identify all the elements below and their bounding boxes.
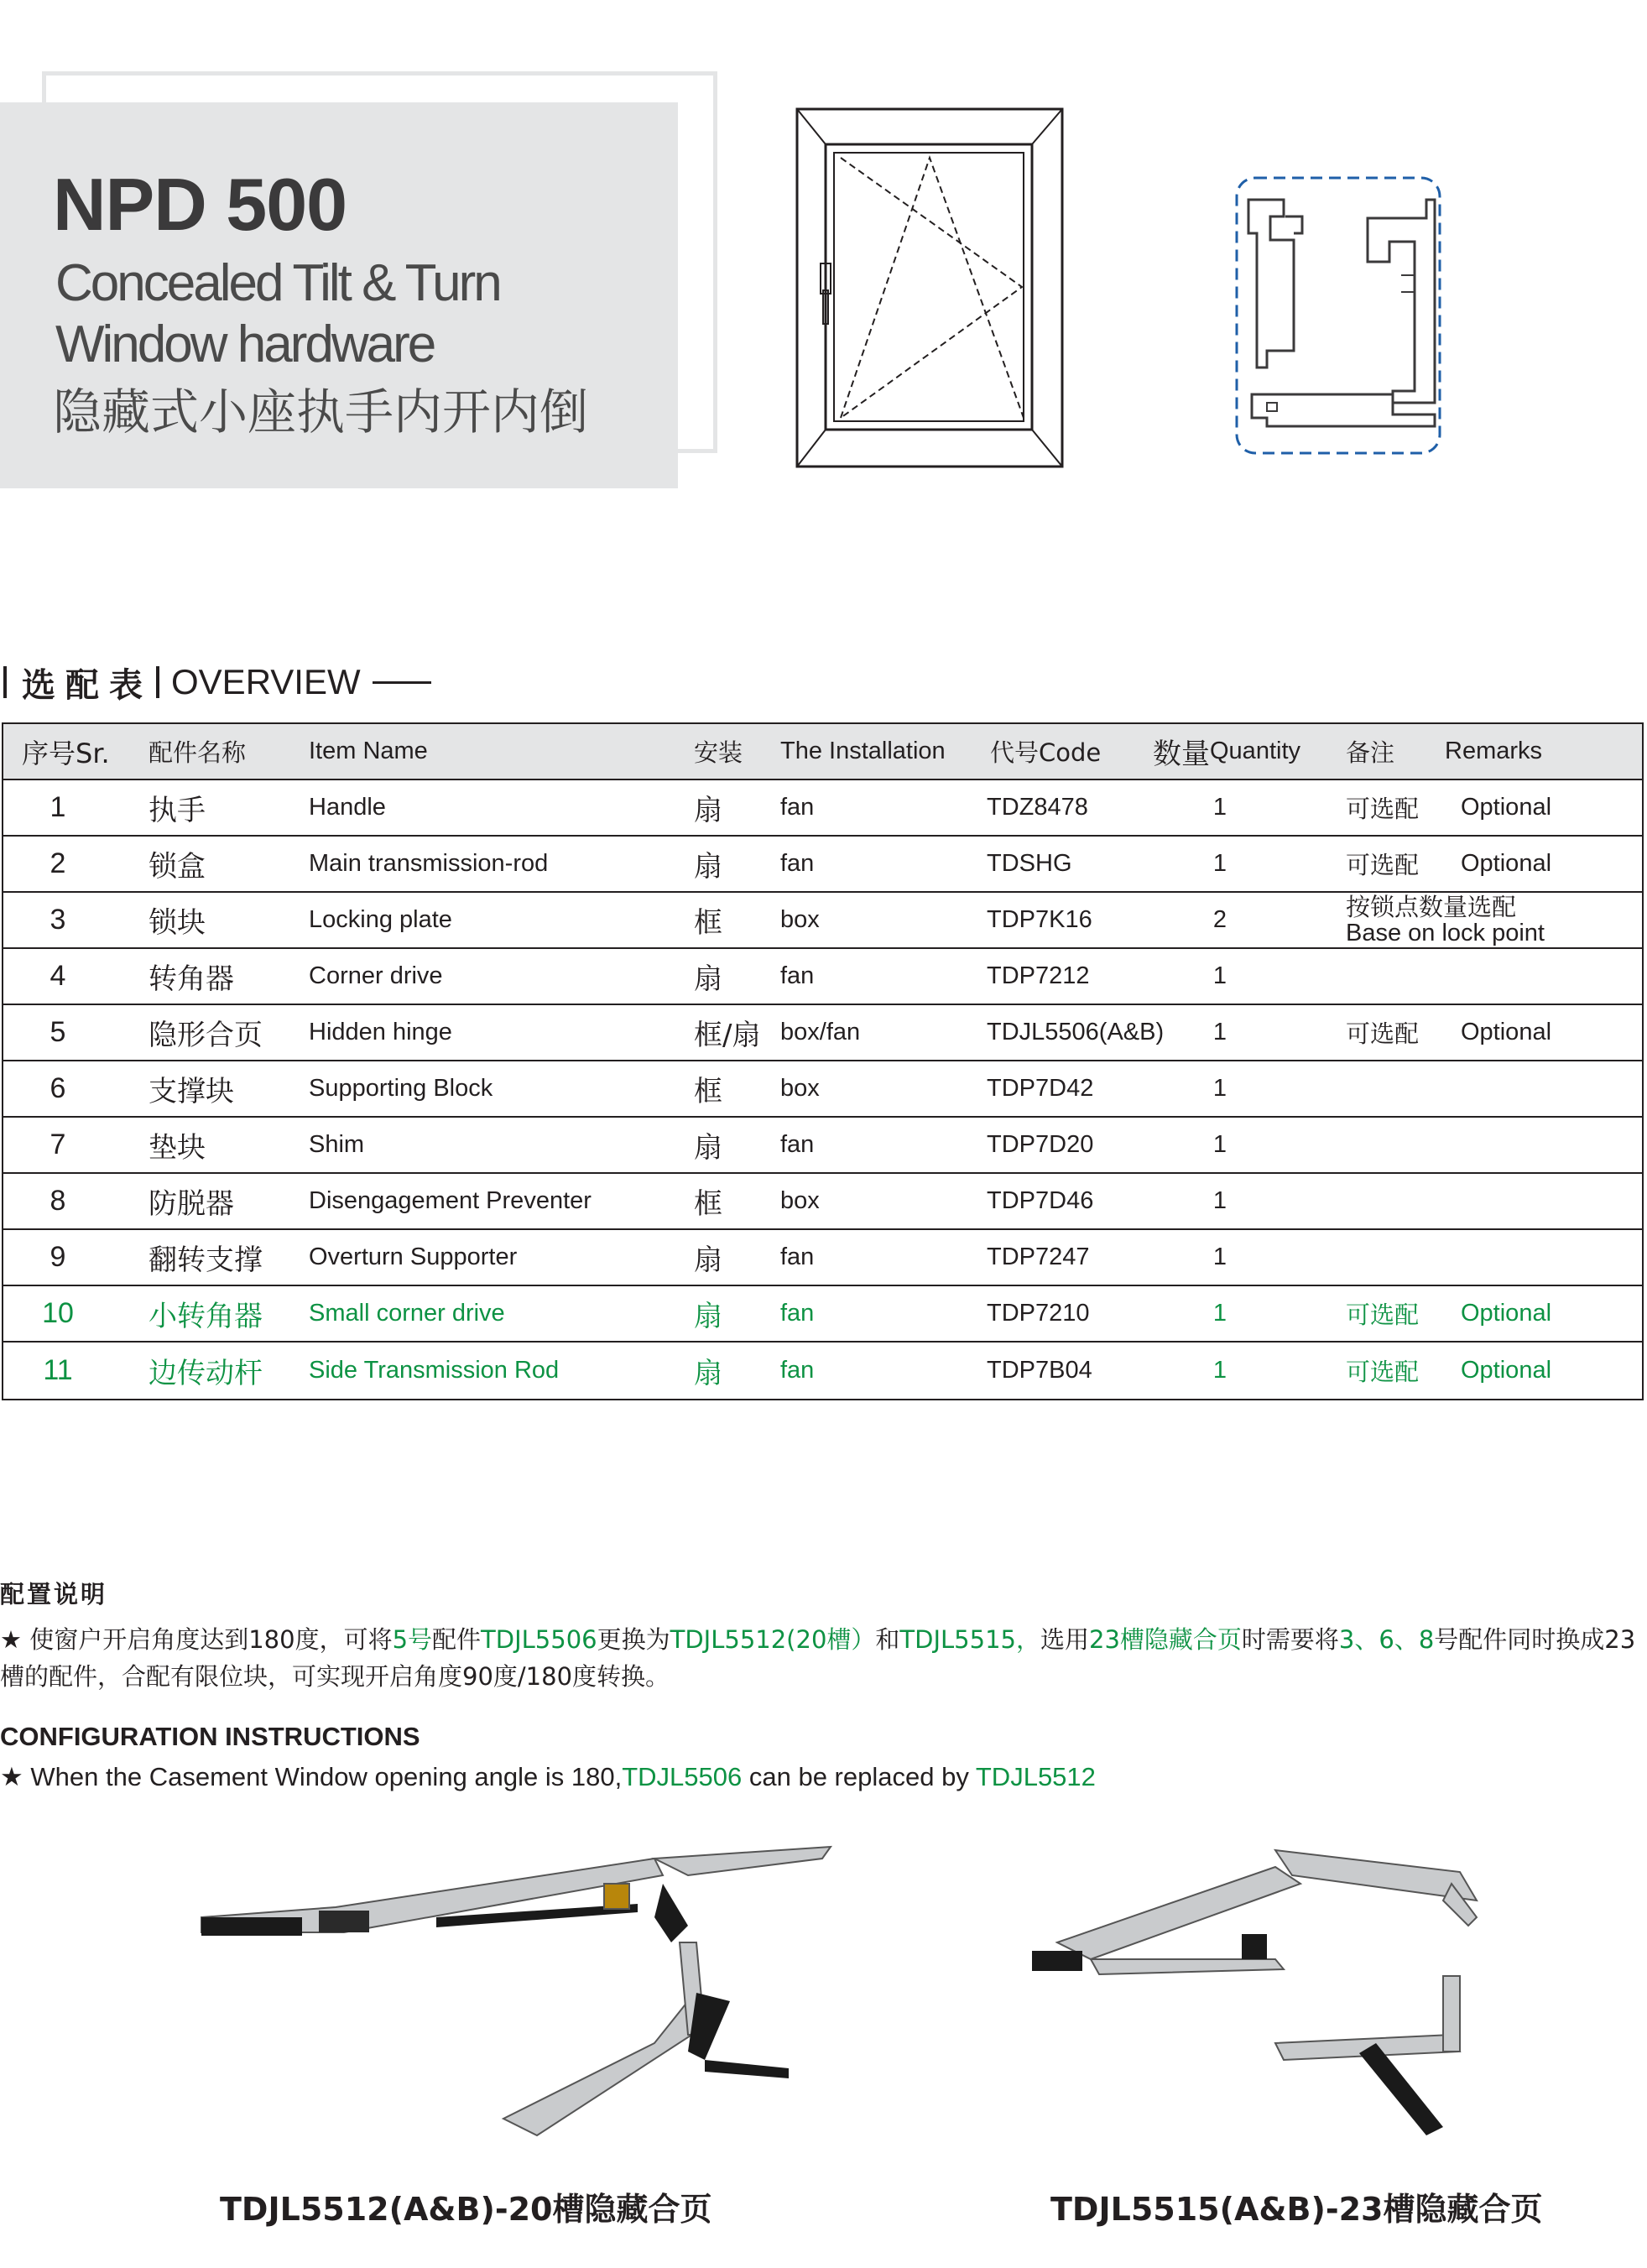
cell-install-cn: 框 <box>694 1075 722 1108</box>
cell-install-cn: 扇 <box>694 1300 722 1333</box>
table-header-row <box>3 724 1642 780</box>
cell-no: 8 <box>50 1185 66 1217</box>
cell-remark-cn: 可选配 <box>1346 1019 1420 1048</box>
cell-name-en: Handle <box>309 794 386 821</box>
cell-install-cn: 框 <box>694 906 722 940</box>
caption-tdjl5515: TDJL5515(A&B)-23槽隐藏合页 <box>1050 2191 1543 2228</box>
cell-install-en: fan <box>780 1131 815 1158</box>
cell-no: 9 <box>50 1241 66 1273</box>
cell-code: TDP7K16 <box>987 906 1092 933</box>
cell-install-en: fan <box>780 962 815 989</box>
cfg-highlight: 5号 <box>392 1625 433 1654</box>
cell-no: 5 <box>50 1016 66 1048</box>
cell-install-cn: 扇 <box>694 962 722 996</box>
cell-quantity: 1 <box>1212 1187 1227 1214</box>
cell-quantity: 1 <box>1212 1357 1227 1384</box>
cell-no: 7 <box>50 1129 66 1160</box>
cell-name-en: Supporting Block <box>309 1075 493 1102</box>
cfg-text: 配件 <box>432 1625 482 1654</box>
cell-install-cn: 扇 <box>694 1131 722 1165</box>
header-remarks-cn: 备注 <box>1346 738 1395 767</box>
cell-quantity: 1 <box>1212 850 1227 877</box>
cell-code: TDP7247 <box>987 1243 1090 1270</box>
cell-name-cn: 小转角器 <box>149 1300 263 1333</box>
cell-name-cn: 执手 <box>149 794 206 827</box>
table-row <box>3 780 1642 837</box>
table-row <box>3 949 1642 1005</box>
cell-name-cn: 防脱器 <box>149 1187 234 1221</box>
cell-code: TDP7D42 <box>987 1075 1094 1102</box>
cfg-text: 选用 <box>1040 1625 1089 1654</box>
cell-quantity: 1 <box>1212 1243 1227 1270</box>
overview-title-cn: 选配表 <box>22 665 153 705</box>
cell-name-en: Corner drive <box>309 962 443 989</box>
overview-table <box>2 722 1644 1400</box>
config-title-en: CONFIGURATION INSTRUCTIONS <box>0 1722 420 1751</box>
cell-install-en: box/fan <box>780 1019 861 1045</box>
cell-remark-en: Optional <box>1461 1357 1552 1384</box>
table-row <box>3 1005 1642 1061</box>
header-install-en: The Installation <box>780 738 946 764</box>
cell-remark-cn: 可选配 <box>1346 851 1420 879</box>
config-paragraph-en <box>0 1762 1096 1792</box>
header-remarks-en: Remarks <box>1445 738 1543 764</box>
profile-section-diagram <box>1233 175 1443 456</box>
cell-install-cn: 框 <box>694 1187 722 1221</box>
cell-install-en: fan <box>780 1300 815 1327</box>
cell-no: 1 <box>50 791 66 823</box>
cell-install-cn: 框/扇 <box>694 1019 761 1052</box>
table-row <box>3 1118 1642 1174</box>
table-row-optional-green <box>3 1286 1642 1343</box>
cell-name-en: Shim <box>309 1131 365 1158</box>
cell-no: 11 <box>43 1354 73 1386</box>
cfg-en-highlight: TDJL5512 <box>975 1762 1096 1791</box>
header-name-en: Item Name <box>309 738 428 764</box>
cfg-text: 号配件同时换成23槽的配件，合配有限位块，可实现开启角度90度/180度转换。 <box>0 1625 1636 1691</box>
cell-remark-en: Optional <box>1461 850 1552 877</box>
cell-code: TDSHG <box>987 850 1072 877</box>
cell-remark-en: Optional <box>1461 794 1552 821</box>
cell-name-en: Hidden hinge <box>309 1019 452 1045</box>
cell-name-cn: 边传动杆 <box>149 1357 263 1390</box>
cell-code: TDP7D20 <box>987 1131 1094 1158</box>
remark-line-cn: 按锁点数量选配 <box>1346 893 1517 922</box>
cell-remark-multiline <box>1346 893 1545 947</box>
config-paragraph-cn <box>0 1621 1644 1695</box>
cell-name-cn: 垫块 <box>149 1131 206 1165</box>
cell-install-cn: 扇 <box>694 850 722 884</box>
cell-install-en: fan <box>780 1243 815 1270</box>
cell-install-en: fan <box>780 1357 815 1384</box>
cell-install-en: box <box>780 1187 820 1214</box>
table-row <box>3 1174 1642 1230</box>
cell-no: 4 <box>50 960 66 992</box>
subtitle-line-1: Concealed Tilt & Turn <box>55 254 500 312</box>
heading-separator <box>156 666 159 698</box>
overview-title-en: OVERVIEW <box>171 662 361 701</box>
cell-code: TDJL5506(A&B) <box>987 1019 1165 1045</box>
cell-quantity: 1 <box>1212 1300 1227 1327</box>
cfg-highlight: TDJL5506 <box>481 1625 597 1654</box>
cfg-highlight: 23槽隐藏合页 <box>1089 1625 1242 1654</box>
cell-quantity: 1 <box>1212 1075 1227 1102</box>
table-row <box>3 893 1642 949</box>
heading-bar <box>3 666 7 698</box>
cell-install-en: fan <box>780 850 815 877</box>
cell-quantity: 1 <box>1212 1131 1227 1158</box>
subtitle-chinese: 隐藏式小座执手内开内倒 <box>53 383 589 441</box>
tilt-turn-window-diagram <box>795 107 1064 468</box>
cell-remark-cn: 可选配 <box>1346 795 1420 823</box>
header-no: 序号Sr. <box>22 737 110 769</box>
cell-no: 2 <box>50 847 66 879</box>
cell-install-cn: 扇 <box>694 1357 722 1390</box>
cfg-highlight: 3、6、8 <box>1338 1625 1435 1654</box>
cfg-text: 和 <box>875 1625 900 1654</box>
header-code: 代号Code <box>990 738 1102 767</box>
cfg-text: 时需要将 <box>1241 1625 1339 1654</box>
subtitle-line-2: Window hardware <box>55 315 435 373</box>
model-title: NPD 500 <box>53 163 347 246</box>
cell-install-en: box <box>780 1075 820 1102</box>
cfg-highlight: TDJL5512(20槽） <box>670 1625 876 1654</box>
cfg-en-text: can be replaced by <box>742 1762 976 1791</box>
cell-name-en: Side Transmission Rod <box>309 1357 560 1384</box>
cell-name-cn: 锁盒 <box>149 850 206 884</box>
header-qty-en: Quantity <box>1210 738 1300 764</box>
cell-remark-cn: 可选配 <box>1346 1358 1420 1386</box>
overview-heading <box>0 659 431 706</box>
cfg-en-text: ★ When the Casement Window opening angle is 180, <box>0 1762 623 1791</box>
cell-quantity: 1 <box>1212 1019 1227 1045</box>
table-row-optional-green <box>3 1343 1642 1399</box>
cell-code: TDP7D46 <box>987 1187 1094 1214</box>
caption-tdjl5512: TDJL5512(A&B)-20槽隐藏合页 <box>220 2191 712 2228</box>
cell-name-cn: 支撑块 <box>149 1075 234 1108</box>
hinge-tdjl5515-image <box>1024 1833 1493 2169</box>
header-name-cn: 配件名称 <box>149 738 247 767</box>
heading-rule <box>373 681 431 684</box>
cfg-en-highlight: TDJL5506 <box>622 1762 743 1791</box>
cell-remark-cn: 可选配 <box>1346 1301 1420 1329</box>
cell-install-en: box <box>780 906 820 933</box>
cell-name-en: Small corner drive <box>309 1300 505 1327</box>
config-title-cn: 配置说明 <box>0 1580 108 1608</box>
cell-name-cn: 转角器 <box>149 962 234 996</box>
header-quantity <box>1153 724 1300 779</box>
cell-name-cn: 翻转支撑 <box>149 1243 263 1277</box>
cell-code: TDP7210 <box>987 1300 1090 1327</box>
cell-name-en: Overturn Supporter <box>309 1243 518 1270</box>
cell-name-cn: 隐形合页 <box>149 1019 263 1052</box>
cell-install-en: fan <box>780 794 815 821</box>
cell-no: 10 <box>42 1297 74 1329</box>
cell-name-en: Main transmission-rod <box>309 850 549 877</box>
cell-remark-en: Optional <box>1461 1019 1552 1045</box>
header-qty-cn: 数量 <box>1153 738 1210 771</box>
cell-quantity: 1 <box>1212 794 1227 821</box>
table-row <box>3 837 1642 893</box>
cell-code: TDP7B04 <box>987 1357 1092 1384</box>
cell-name-cn: 锁块 <box>149 906 206 940</box>
cfg-highlight: TDJL5515， <box>899 1625 1040 1654</box>
cell-name-en: Locking plate <box>309 906 452 933</box>
cell-no: 6 <box>50 1072 66 1104</box>
cell-quantity: 2 <box>1212 906 1227 933</box>
table-row <box>3 1230 1642 1286</box>
cell-install-cn: 扇 <box>694 794 722 827</box>
remark-line-en: Base on lock point <box>1346 919 1545 946</box>
cell-name-en: Disengagement Preventer <box>309 1187 592 1214</box>
cell-quantity: 1 <box>1212 962 1227 989</box>
cfg-text: 更换为 <box>597 1625 670 1654</box>
cell-code: TDP7212 <box>987 962 1090 989</box>
cell-code: TDZ8478 <box>987 794 1088 821</box>
cell-remark-en: Optional <box>1461 1300 1552 1327</box>
hinge-tdjl5512-image <box>185 1833 839 2169</box>
cell-install-cn: 扇 <box>694 1243 722 1277</box>
cfg-text: ★ 使窗户开启角度达到180度，可将 <box>0 1625 393 1654</box>
cell-no: 3 <box>50 904 66 936</box>
header-install-cn: 安装 <box>694 738 743 767</box>
table-row <box>3 1061 1642 1118</box>
